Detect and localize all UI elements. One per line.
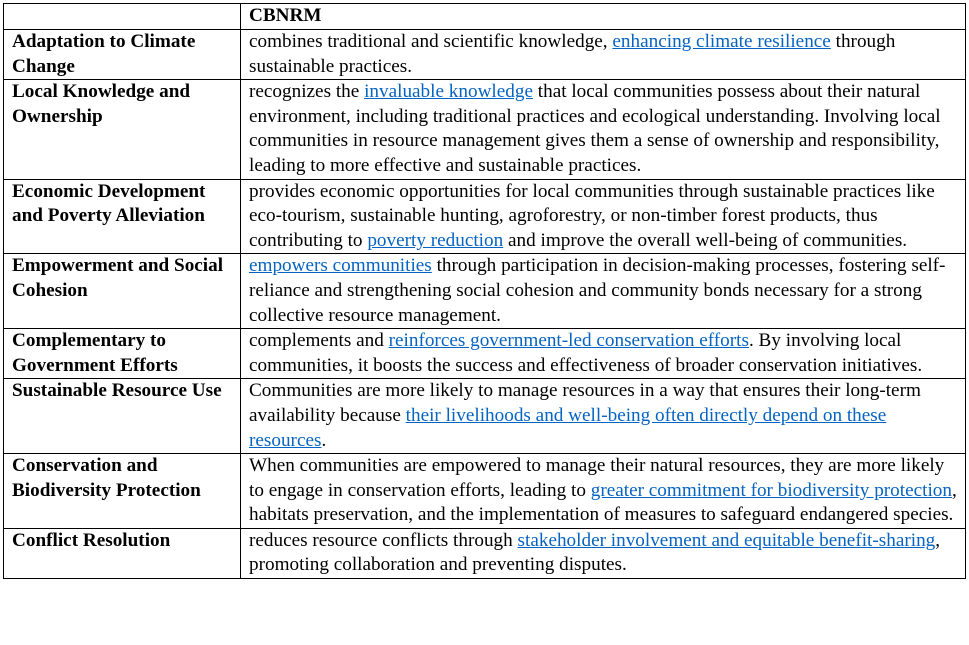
description-text: reduces resource conflicts through <box>249 529 518 551</box>
header-cbnrm: CBNRM <box>241 4 966 30</box>
description-text: . <box>321 429 327 451</box>
reference-link[interactable]: their livelihoods and well-being often directly depend on these resources <box>249 404 887 451</box>
description-text: and improve the overall well-being of communities. <box>503 229 908 251</box>
reference-link[interactable]: invaluable knowledge <box>364 81 533 103</box>
row-label: Conservation and Biodiversity Protection <box>4 454 241 529</box>
row-label: Conflict Resolution <box>4 528 241 578</box>
reference-link[interactable]: enhancing climate resilience <box>612 31 831 52</box>
row-label: Complementary to Government Efforts <box>4 329 241 379</box>
description-text: . By involving local communities, it boosts the success and effectiveness of broader conservation initiatives. <box>249 330 923 376</box>
reference-link[interactable]: poverty reduction <box>367 229 504 251</box>
description-text: Communities are more likely to manage resources in a way that ensures their long-term availability because <box>249 380 921 426</box>
description-text: When communities are empowered to manage their natural resources, they are more likely to engage in conservation efforts, leading to <box>249 455 945 501</box>
description-text: , habitats preservation, and the implementation of measures to safeguard endangered species. <box>249 479 957 526</box>
table-row <box>4 329 966 379</box>
row-description <box>241 528 966 578</box>
header-row <box>4 4 966 30</box>
header-left-cell <box>4 4 241 30</box>
description-text: that local communities possess about their natural environment, including traditional practices and ecological understanding. Involving local communities in resource management gives them a sense of ownership and responsibility, leading to more effective and sustainable practices. <box>249 81 941 176</box>
row-description <box>241 30 966 80</box>
reference-link[interactable]: greater commitment for biodiversity protection <box>590 479 952 501</box>
description-text: through participation in decision-making processes, fostering self-reliance and strengthening social cohesion and community bonds necessary for a strong collective resource management. <box>249 255 946 326</box>
row-label: Local Knowledge and Ownership <box>4 80 241 179</box>
table-row <box>4 528 966 578</box>
reference-link[interactable]: reinforces government-led conservation efforts <box>388 330 749 352</box>
reference-link[interactable]: empowers communities <box>249 255 432 277</box>
table-row <box>4 179 966 254</box>
description-text: combines traditional and scientific knowledge, <box>249 31 613 52</box>
description-text: through sustainable practices. <box>249 31 896 77</box>
row-description <box>241 254 966 329</box>
row-label: Economic Development and Poverty Alleviation <box>4 179 241 254</box>
row-label: Empowerment and Social Cohesion <box>4 254 241 329</box>
description-text: , promoting collaboration and preventing disputes. <box>249 529 941 576</box>
row-label: Sustainable Resource Use <box>4 379 241 454</box>
reference-link[interactable]: stakeholder involvement and equitable benefit-sharing <box>517 529 936 551</box>
row-description <box>241 179 966 254</box>
cbnrm-table <box>3 3 966 579</box>
table-row <box>4 454 966 529</box>
table-row <box>4 30 966 80</box>
row-description <box>241 80 966 179</box>
table-body <box>4 4 966 579</box>
row-description <box>241 379 966 454</box>
row-label: Adaptation to Climate Change <box>4 30 241 80</box>
table-row <box>4 379 966 454</box>
table-row <box>4 80 966 179</box>
description-text: recognizes the <box>249 81 365 103</box>
description-text: complements and <box>249 330 389 352</box>
description-text: provides economic opportunities for local communities through sustainable practices like eco-tourism, sustainable hunting, agroforestry, or non-timber forest products, thus contributing to <box>249 180 935 251</box>
table-row <box>4 254 966 329</box>
row-description <box>241 329 966 379</box>
row-description <box>241 454 966 529</box>
